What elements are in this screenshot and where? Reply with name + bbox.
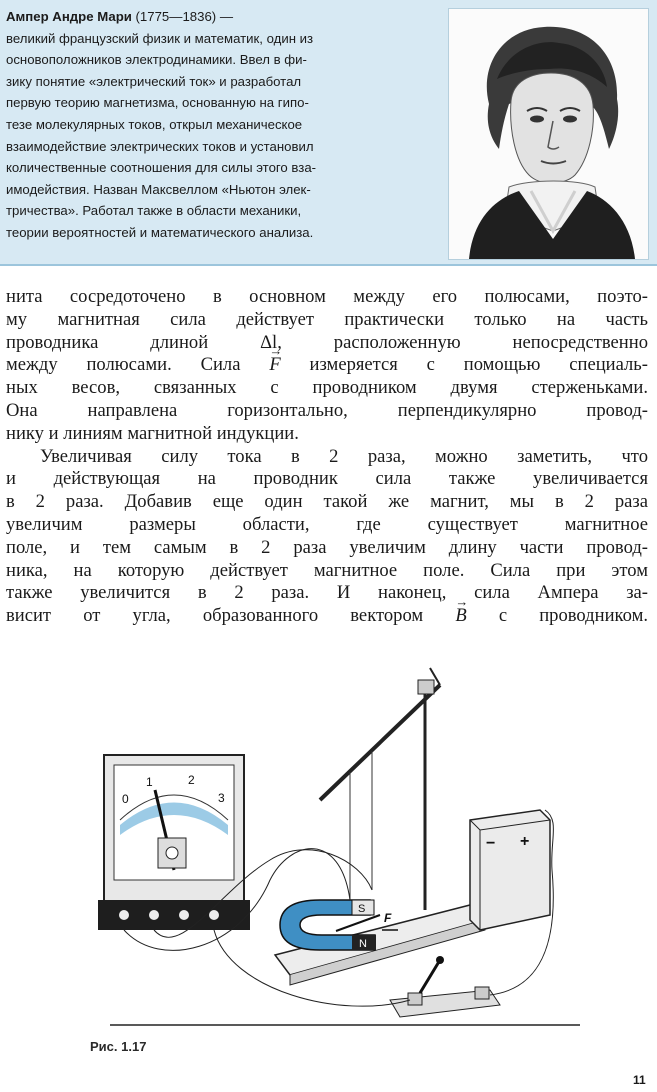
biography-line: взаимодействие электрических токов и установил [6, 138, 314, 154]
scale-label: 2 [188, 773, 195, 787]
text-line: увеличим размеры области, где существует магнитное [6, 513, 648, 535]
magnet-pole-n: N [359, 938, 367, 950]
biography-heading [6, 6, 426, 28]
biography-line: теории вероятностей и математического анализа. [6, 224, 314, 240]
text-line [6, 354, 648, 377]
force-vector-symbol: → F [269, 354, 280, 375]
biography-line: первую теорию магнетизма, основанную на гипо- [6, 95, 309, 111]
biography-sidebar [0, 0, 657, 266]
text-fragment: измеряется с помощью специаль- [280, 354, 648, 376]
text-fragment: с проводником. [466, 605, 648, 627]
text-line: нику и линиям магнитной индукции. [6, 422, 299, 444]
induction-vector-symbol: → B [455, 605, 466, 626]
text-line: Увеличивая силу тока в 2 раза, можно заметить, что [40, 445, 648, 467]
biography-line: тезе молекулярных токов, открыл механическое [6, 116, 303, 132]
scale-label: 0 [122, 792, 129, 806]
biography-text [6, 6, 426, 244]
ammeter [98, 755, 250, 930]
scale-label: 1 [146, 775, 153, 789]
text-line: поле, и тем самым в 2 раза увеличим длину части провод- [6, 536, 648, 558]
figure-caption: Рис. 1.17 [90, 1039, 147, 1054]
text-line [6, 605, 648, 628]
text-line: Она направлена горизонтально, перпендикулярно провод- [6, 399, 648, 421]
biography-name: Ампер Андре Мари [6, 9, 132, 24]
biography-line: основоположников электродинамики. Ввел в фи- [6, 52, 307, 68]
magnet-pole-s: S [358, 903, 366, 915]
text-line: также увеличится в 2 раза. И наконец, сила Ампера за- [6, 582, 648, 604]
ampere-portrait [448, 8, 649, 260]
text-line: ника, на которую действует магнитное поле. Сила при этом [6, 559, 648, 581]
text-fragment: висит от угла, образованного вектором [6, 605, 456, 627]
text-line: ных весов, связанных с проводником двумя стерженьками. [6, 377, 648, 399]
text-line: нита сосредоточено в основном между его полюсами, поэто- [6, 286, 648, 307]
biography-line: имодействия. Назван Максвеллом «Ньютон элек- [6, 181, 311, 197]
text-line: проводника длиной Δl, расположенную непосредственно [6, 331, 648, 353]
text-line: и действующая на проводник сила также увеличивается [6, 468, 648, 490]
scale-label: 3 [218, 791, 225, 805]
main-text [6, 286, 648, 628]
text-fragment: между полюсами. Сила [6, 354, 270, 376]
battery-minus: − [486, 835, 496, 852]
biography-years: (1775—1836) — [135, 9, 234, 24]
biography-line: зику понятие «электрический ток» и разработал [6, 73, 302, 89]
text-line: в 2 раза. Добавив еще один такой же магнит, мы в 2 раза [6, 491, 648, 513]
battery-plus: + [520, 833, 530, 850]
text-line: му магнитная сила действует практически только на часть [6, 308, 648, 330]
force-label: F [384, 911, 392, 925]
page-number: 11 [633, 1073, 646, 1087]
biography-line: тричества». Работал также в области механики, [6, 203, 302, 219]
experiment-figure [90, 660, 590, 1045]
biography-line: количественные соотношения для силы этого вза- [6, 160, 317, 176]
biography-line: великий французский физик и математик, один из [6, 30, 314, 46]
balance-stand [320, 668, 440, 910]
battery [470, 810, 550, 930]
switch [390, 956, 500, 1017]
